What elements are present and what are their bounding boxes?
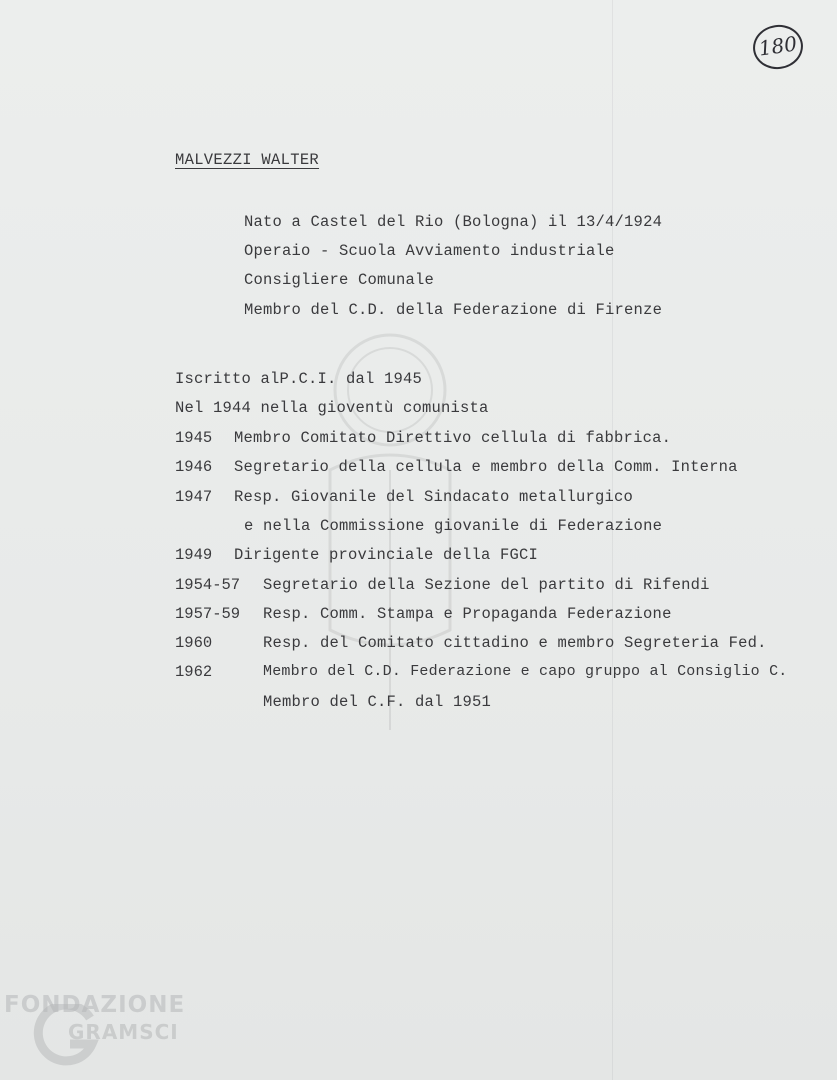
timeline-year: 1947 (175, 488, 213, 506)
timeline-entry: Resp. Comm. Stampa e Propaganda Federazione (263, 605, 672, 623)
timeline-entry: Membro Comitato Direttivo cellula di fabbrica. (234, 429, 672, 447)
timeline-entry: Segretario della Sezione del partito di Rifendi (263, 576, 710, 594)
timeline-year: 1960 (175, 634, 213, 652)
timeline-year: 1962 (175, 663, 213, 681)
timeline-year: 1949 (175, 546, 213, 564)
timeline-entry: Resp. del Comitato cittadino e membro Segreteria Fed. (263, 634, 767, 652)
timeline-entry: Resp. Giovanile del Sindacato metallurgico (234, 488, 634, 506)
paper-fold (612, 0, 613, 1080)
timeline-entry: Membro del C.D. Federazione e capo gruppo al Consiglio C. (263, 663, 788, 680)
timeline-year: 1957-59 (175, 605, 241, 623)
bio-birth: Nato a Castel del Rio (Bologna) il 13/4/1924 (244, 213, 663, 231)
bio-role: Consigliere Comunale (244, 271, 435, 289)
bio-membership: Membro del C.D. della Federazione di Firenze (244, 301, 663, 319)
intro-enrollment: Iscritto alP.C.I. dal 1945 (175, 370, 423, 388)
page-number: 180 (757, 31, 799, 61)
timeline-year: 1954-57 (175, 576, 241, 594)
intro-youth: Nel 1944 nella gioventù comunista (175, 399, 489, 417)
page-title: MALVEZZI WALTER (175, 151, 320, 169)
timeline-entry-continued: e nella Commissione giovanile di Federazione (244, 517, 663, 535)
timeline-entry: Dirigente provinciale della FGCI (234, 546, 539, 564)
timeline-year: 1946 (175, 458, 213, 476)
bio-occupation: Operaio - Scuola Avviamento industriale (244, 242, 615, 260)
fondazione-gramsci-logo (4, 990, 204, 1068)
timeline-entry-continued: Membro del C.F. dal 1951 (263, 693, 492, 711)
timeline-year: 1945 (175, 429, 213, 447)
logo-line2: GRAMSCI (68, 1020, 179, 1044)
stamp-watermark (250, 330, 530, 750)
page-number-stamp (750, 22, 806, 73)
timeline-entry: Segretario della cellula e membro della Comm. Interna (234, 458, 738, 476)
logo-line1: FONDAZIONE (4, 992, 186, 1018)
